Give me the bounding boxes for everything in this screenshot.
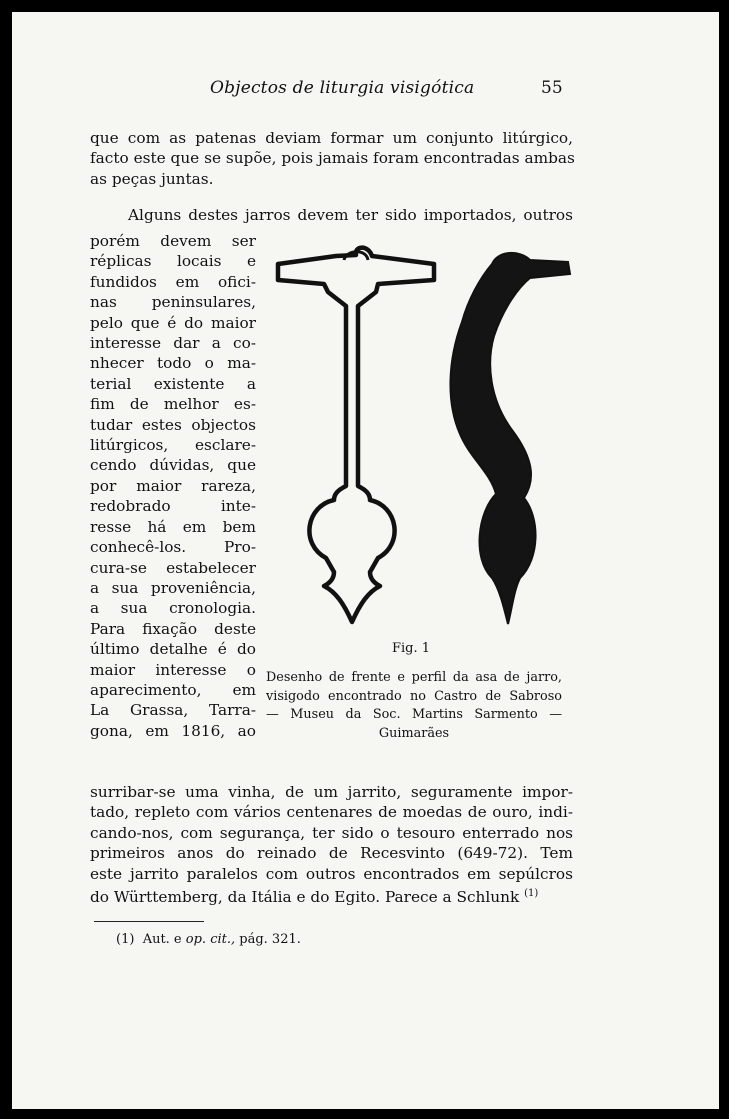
handle-front-view — [278, 248, 434, 622]
text-line: aparecimento, em — [90, 680, 256, 699]
text-line: cendo dúvidas, que — [90, 456, 256, 475]
text-line: fundidos em ofici- — [90, 272, 256, 291]
text-line: Alguns destes jarros devem ter sido importados, outros — [128, 206, 573, 224]
footnote-reference: (1) — [524, 888, 539, 900]
text-line: terial existente a — [90, 374, 256, 393]
figure-jug-handle — [258, 240, 574, 632]
text-line: nhecer todo o ma- — [90, 354, 256, 373]
caption-line: Desenho de frente e perfil da asa de jarro, — [266, 670, 562, 685]
text-line: réplicas locais e — [90, 252, 256, 271]
text-line: por maior rareza, — [90, 476, 256, 495]
footnote-marker: (1) — [116, 932, 135, 947]
text-line: gona, em 1816, ao — [90, 721, 256, 740]
figure-label: Fig. 1 — [392, 641, 431, 656]
text-line: Para fixação deste — [90, 619, 256, 638]
book-page — [12, 12, 719, 1109]
text-line-content: do Württemberg, da Itália e do Egito. Parece a Schlunk — [90, 888, 520, 907]
caption-line: Guimarães — [378, 725, 450, 741]
text-line: maior interesse o — [90, 660, 256, 679]
text-line: cando-nos, com segurança, ter sido o tesouro enterrado nos — [90, 823, 573, 842]
text-line: litúrgicos, esclare- — [90, 436, 256, 455]
text-line: redobrado inte- — [90, 497, 256, 516]
figure-caption — [266, 669, 562, 743]
text-line: que com as patenas deviam formar um conjunto litúrgico, — [90, 129, 573, 147]
paragraph-1 — [90, 128, 573, 189]
text-line: facto este que se supõe, pois jamais foram encontradas ambas — [90, 149, 575, 168]
text-line: La Grassa, Tarra- — [90, 701, 256, 720]
text-line — [90, 884, 573, 908]
footnote-text-b: pág. 321. — [239, 932, 301, 947]
text-line: pelo que é do maior — [90, 313, 256, 332]
jug-handle-drawings — [258, 240, 574, 632]
text-line: resse há em bem — [90, 517, 256, 536]
footnote-text-italic: op. cit., — [185, 932, 236, 947]
text-line: nas peninsulares, — [90, 293, 256, 312]
text-line: este jarrito paralelos com outros encontrados em sepúlcros — [90, 864, 573, 883]
text-line: a sua proveniência, — [90, 578, 256, 597]
text-line: cura-se estabelecer — [90, 558, 256, 577]
text-line: interesse dar a co- — [90, 334, 256, 353]
page-number: 55 — [541, 78, 563, 98]
text-line: surribar-se uma vinha, de um jarrito, seguramente impor- — [90, 783, 573, 801]
running-head — [12, 78, 719, 104]
running-title: Objectos de liturgia visigótica — [210, 78, 475, 98]
text-line: porém devem ser — [90, 232, 256, 250]
text-line: conhecê-los. Pro- — [90, 538, 256, 557]
text-line: primeiros anos do reinado de Recesvinto (649-72). Tem — [90, 844, 573, 863]
text-line: tado, repleto com vários centenares de moedas de ouro, indi- — [90, 803, 573, 822]
column-text — [90, 231, 256, 741]
paragraph-2 — [90, 205, 573, 225]
text-line: as peças juntas. — [90, 169, 214, 188]
footnote-rule — [94, 921, 204, 922]
text-line: fim de melhor es- — [90, 395, 256, 414]
text-line: tudar estes objectos — [90, 415, 256, 434]
paragraph-3 — [90, 782, 573, 908]
caption-line: — Museu da Soc. Martins Sarmento — — [266, 707, 562, 722]
footnote-text-a: Aut. e — [142, 932, 182, 947]
footnote — [116, 932, 301, 947]
handle-profile-view — [450, 253, 570, 624]
text-line: último detalhe é do — [90, 640, 256, 659]
caption-line: visigodo encontrado no Castro de Sabroso — [266, 688, 562, 704]
text-line: a sua cronologia. — [90, 599, 256, 618]
